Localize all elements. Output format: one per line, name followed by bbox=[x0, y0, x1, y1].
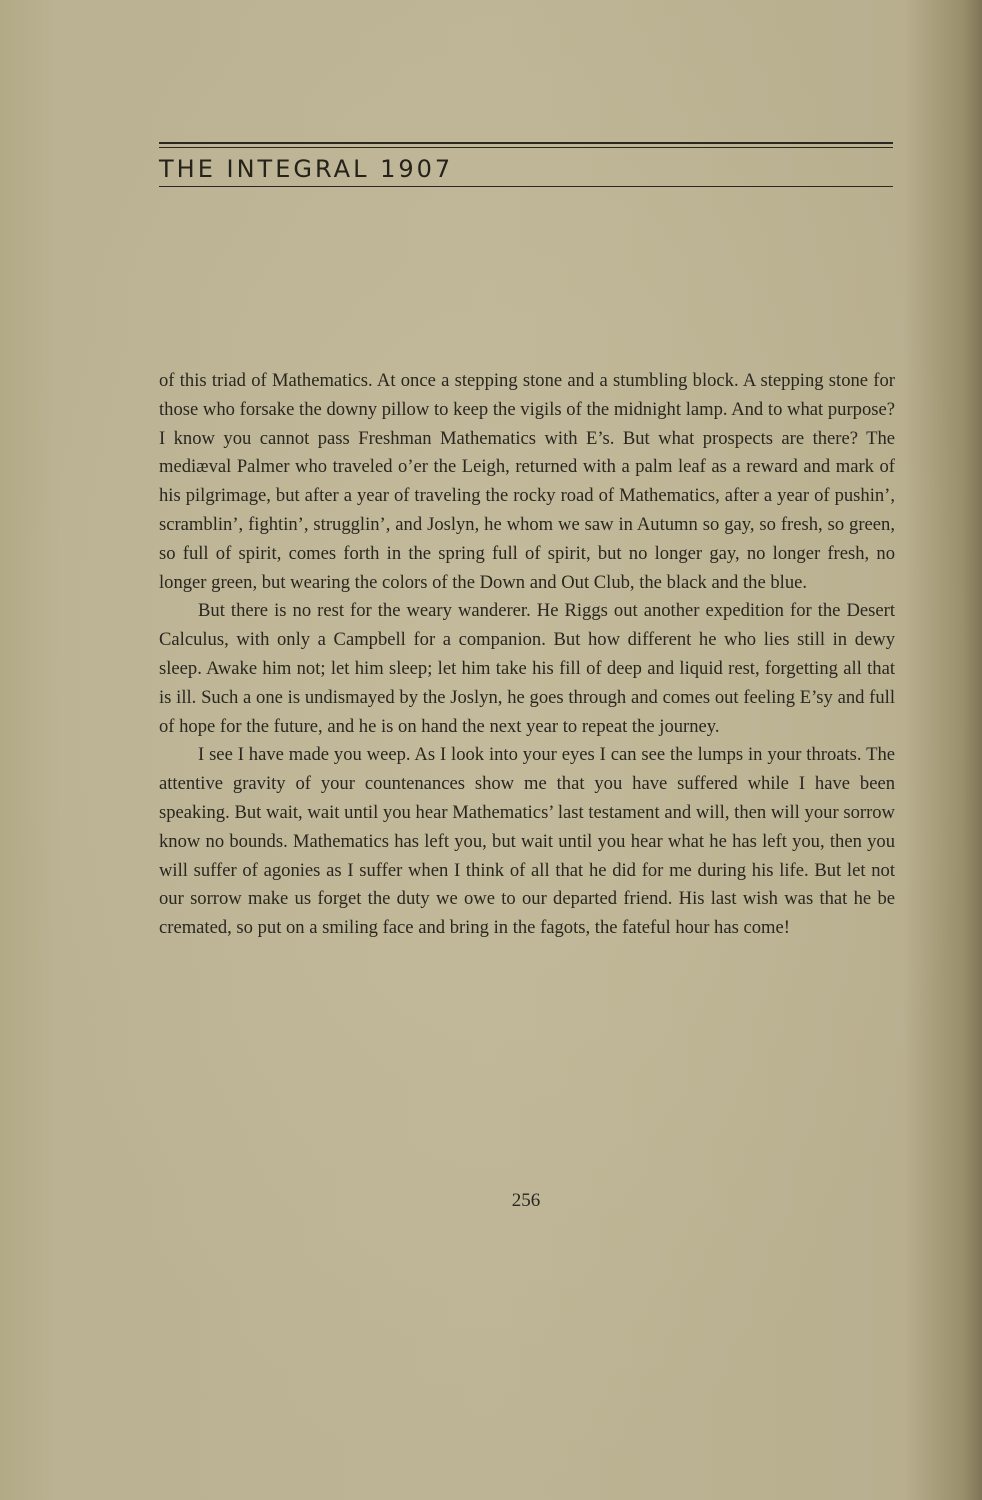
running-head: THE INTEGRAL 1907 bbox=[159, 155, 454, 183]
page-number: 256 bbox=[511, 1190, 541, 1211]
paragraph-3: I see I have made you weep. As I look into your eyes I can see the lumps in your throats. The attentive gravity of your countenances show me that you have suffered while I have been speaking. But wait, wait until you hear Mathematics’ last testament and will, then will your sorrow know no bounds. Mathematics has left you, but wait until you hear what he has left you, then you will suffer of agonies as I suffer when I think of all that he did for me during his life. But let not our sorrow make us forget the duty we owe to our departed friend. His last wish was that he be cremated, so put on a smiling face and bring in the fagots, the fateful hour has come! bbox=[159, 744, 895, 939]
header-single-rule bbox=[159, 186, 893, 187]
paragraph-1: of this triad of Mathematics. At once a stepping stone and a stumbling block. A stepping stone for those who forsake the downy pillow to keep the vigils of the midnight lamp. And to what purpose? I know you cannot pass Freshman Mathematics with E’s. But what prospects are there? The mediæval Palmer who traveled o’er the Leigh, returned with a palm leaf as a reward and mark of his pilgrimage, but after a year of traveling the rocky road of Mathematics, after a year of pushin’, scramblin’, fightin’, strugglin’, and Joslyn, he whom we saw in Autumn so gay, so fresh, so green, so full of spirit, comes forth in the spring full of spirit, but no longer gay, no longer fresh, no longer green, but wearing the colors of the Down and Out Club, the black and the blue. bbox=[159, 370, 895, 593]
header-double-rule bbox=[159, 142, 893, 148]
body-text bbox=[159, 367, 895, 943]
page-header bbox=[159, 142, 893, 187]
paragraph-2: But there is no rest for the weary wanderer. He Riggs out another expedition for the Desert Calculus, with only a Campbell for a companion. But how different he who lies still in dewy sleep. Awake him not; let him sleep; let him take his fill of deep and liquid rest, forgetting all that is ill. Such a one is undismayed by the Joslyn, he goes through and comes out feeling E’sy and full of hope for the future, and he is on hand the next year to repeat the journey. bbox=[159, 600, 895, 737]
